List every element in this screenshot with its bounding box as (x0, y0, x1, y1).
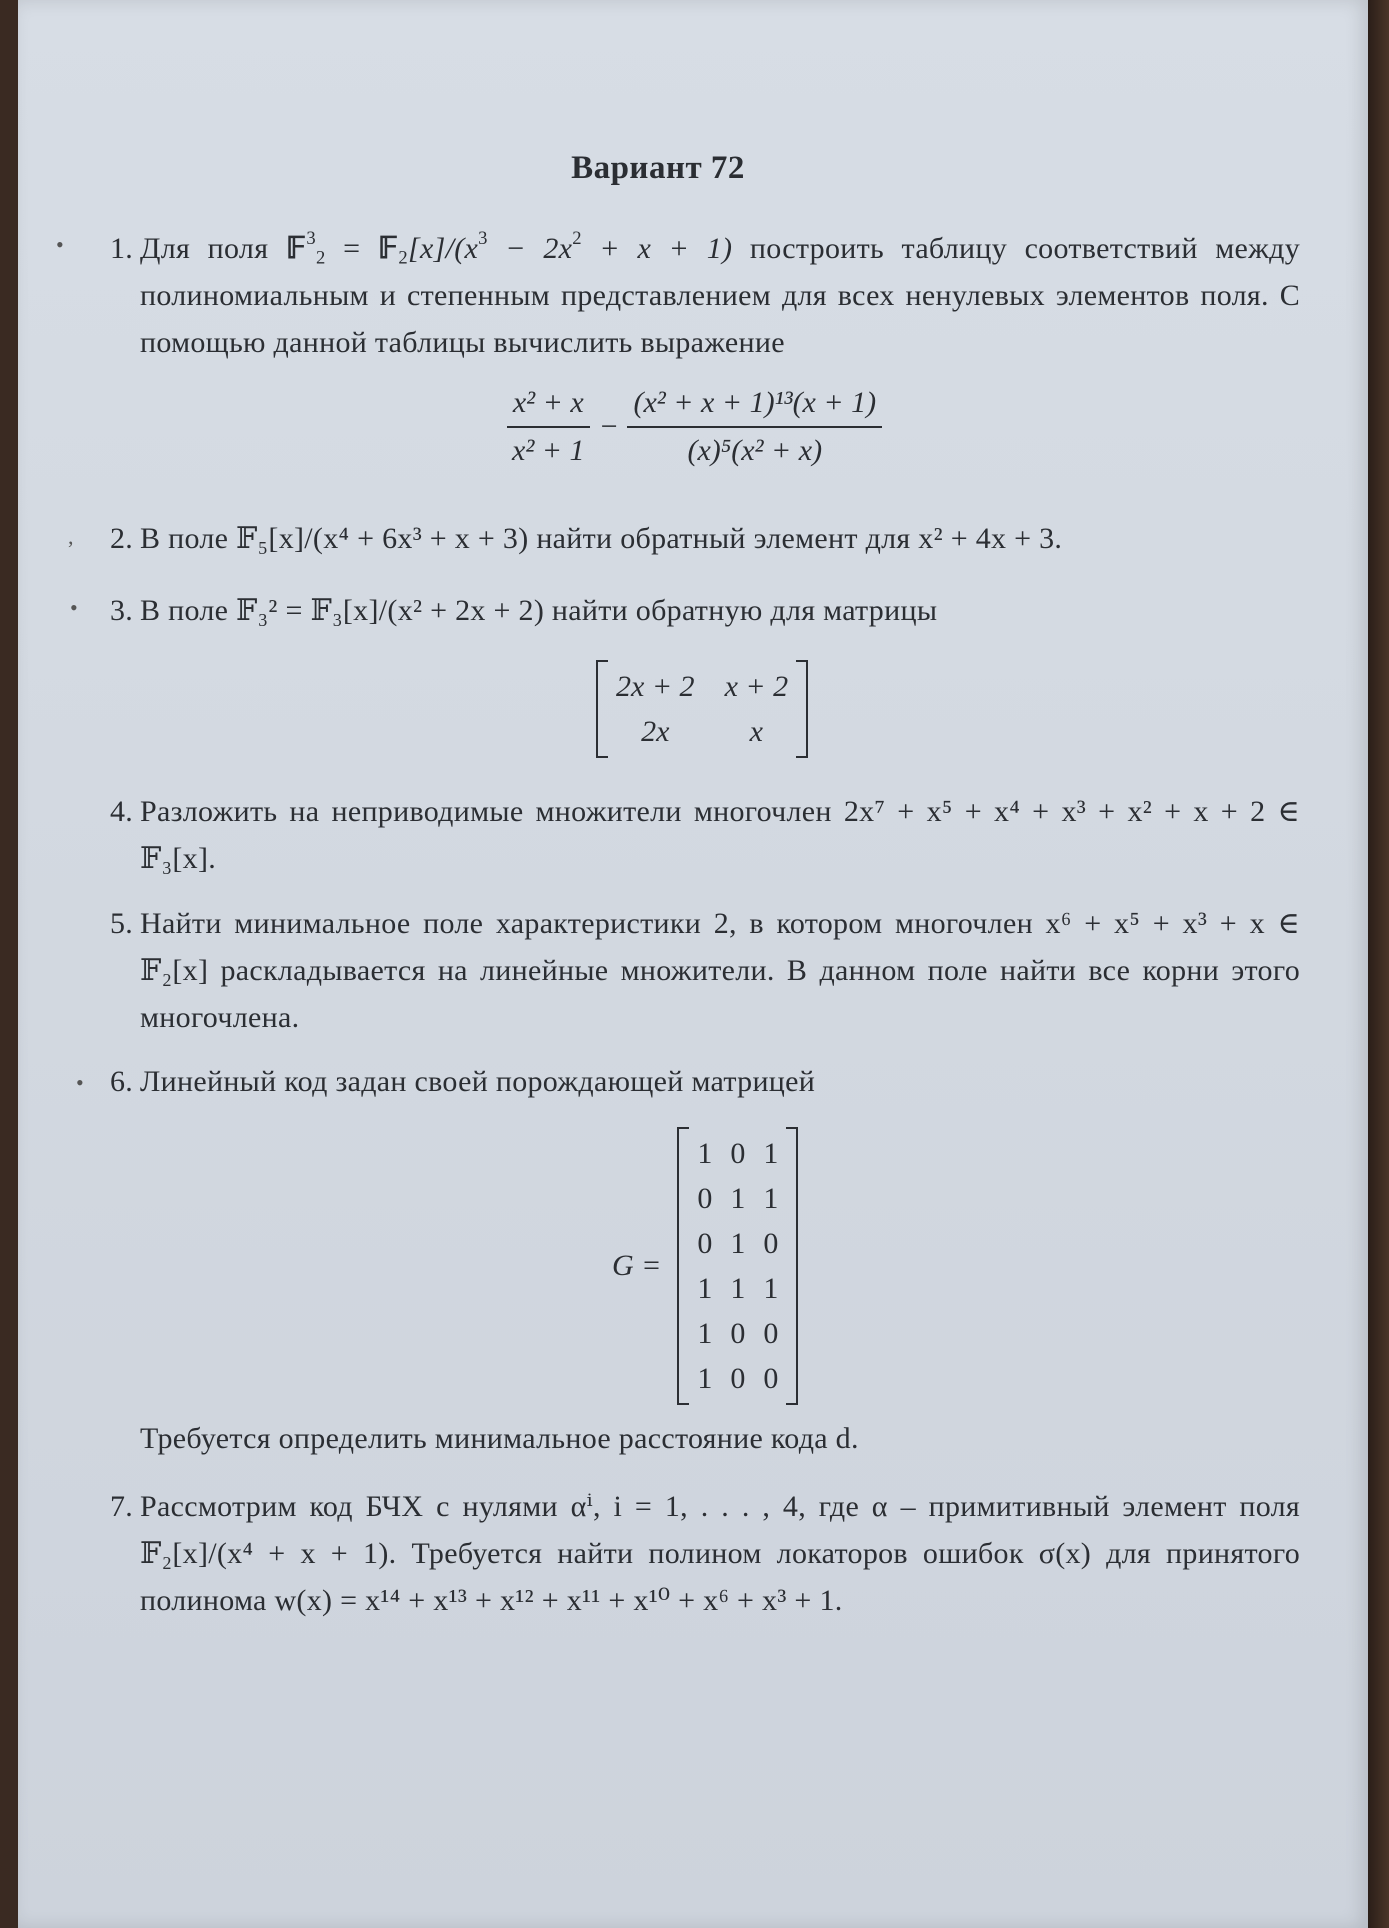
problem-3: 3. В поле 𝔽₃² = 𝔽₃[x]/(x² + 2x + 2) найти обратную для матрицы (110, 594, 938, 627)
problem-7: 7. Рассмотрим код БЧХ с нулями αⁱ, i = 1, . . . , 4, где α – примитивный элемент поля 𝔽₂[x]/(x⁴ + x + 1). Требуется найти полином локаторов ошибок σ(x) для принятого полинома w(x) = x¹⁴ + x¹³ + x¹² + x¹¹ + x¹⁰ + x⁶ + x³ + 1. (110, 1490, 1300, 1617)
expression-formula (496, 386, 892, 468)
fraction-1: $\frac{\text{x² + x}}{\text{x² + 1}}$ (506, 386, 591, 468)
matrix-3: 2x + 2 x + 2 2x x (596, 660, 808, 758)
problem-5: 5. Найти минимальное поле характеристики 2, в котором многочлен x⁶ + x⁵ + x³ + x ∈ 𝔽₂[x] раскладывается на линейные множители. В данном поле найти все корни этого многочлена. (110, 907, 1300, 1034)
minus-sign: − (600, 410, 618, 443)
problem-number: 1. (110, 232, 134, 265)
problem-text: Для поля 𝔽$^3_2$ = $𝔽_2[x]/(x^3 - 2x^2 + x + 1)$ построить таблицу соответствий между полиномиальным и степенным представлением для всех ненулевых элементов поля. С помощью данной таблицы вычислить выражение (140, 228, 1301, 359)
problem-1 (110, 225, 1301, 366)
fraction-2: $\frac{\text{(x² + x + 1)¹³(x + 1)}}{\text{(x)⁵(x² + x)}}$ (627, 386, 882, 468)
problem-6: 6. Линейный код задан своей порождающей матрицей (110, 1065, 816, 1098)
problem-6-question: Требуется определить минимальное расстояние кода d. (140, 1422, 859, 1455)
page-title: Вариант 72 (571, 150, 745, 186)
problem-4: 4. Разложить на неприводимые множители многочлен 2x⁷ + x⁵ + x⁴ + x³ + x² + x + 2 ∈ 𝔽₃[x]. (110, 795, 1300, 875)
table-background (1368, 0, 1389, 1928)
generator-matrix: G = 1 0 1 0 1 1 0 1 0 1 1 1 1 0 0 1 0 0 (612, 1127, 798, 1405)
pen-mark: • (76, 1070, 84, 1095)
exam-sheet (18, 0, 1368, 1928)
pen-mark: • (70, 595, 78, 620)
pen-mark: • (56, 232, 64, 257)
problem-2: 2. В поле 𝔽₅[x]/(x⁴ + 6x³ + x + 3) найти обратный элемент для x² + 4x + 3. (110, 522, 1063, 555)
pen-mark: , (68, 524, 74, 549)
